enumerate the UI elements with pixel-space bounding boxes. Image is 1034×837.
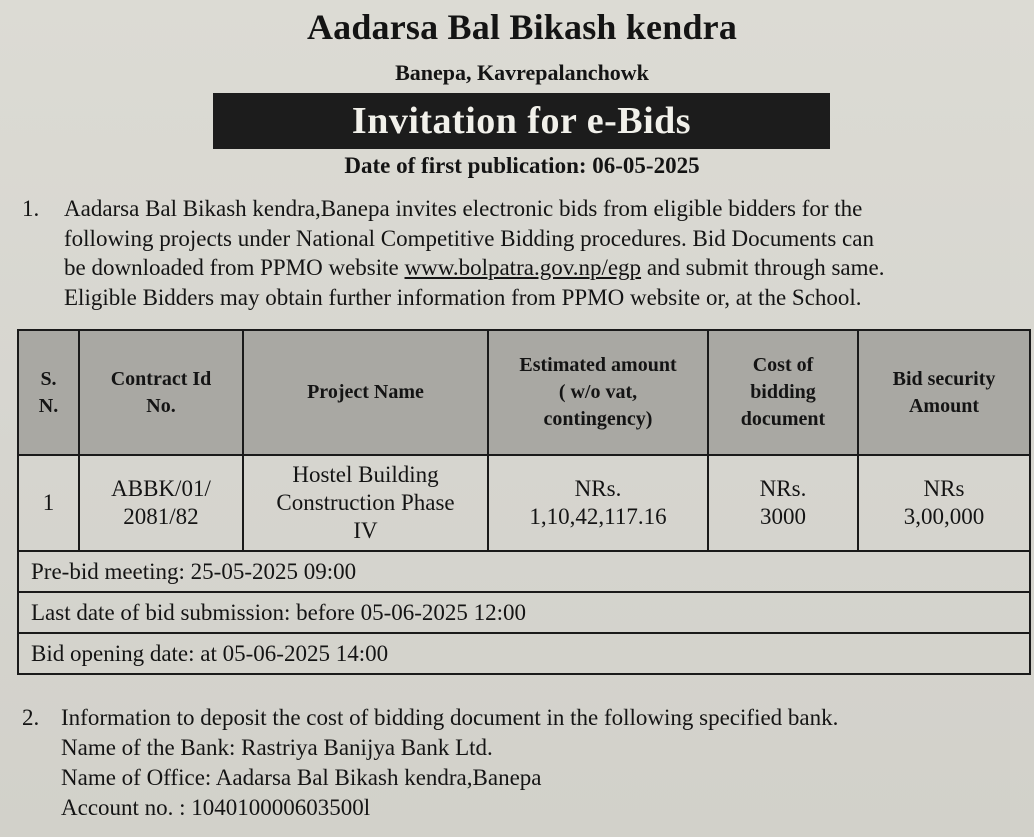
header-sn <box>18 330 79 455</box>
header-line: Project Name <box>307 381 424 403</box>
cell-cost-of-document <box>708 455 858 551</box>
notice-title-banner: Invitation for e-Bids <box>213 93 830 149</box>
header-line: contingency) <box>543 408 653 430</box>
last-submission-date: Last date of bid submission: before 05-06-2025 12:00 <box>18 592 1030 633</box>
table-row <box>18 455 1030 551</box>
header-bid-security <box>858 330 1030 455</box>
header-line: S. <box>40 367 57 390</box>
header-cost-of-document <box>708 330 858 455</box>
table-note-row <box>18 592 1030 633</box>
cell-line: NRs. <box>759 476 807 501</box>
cell-line: 3,00,000 <box>903 504 985 529</box>
section-1 <box>22 194 1034 316</box>
header-project-name <box>243 330 488 455</box>
bids-table <box>17 329 1031 675</box>
section-1-text <box>64 194 884 312</box>
bid-opening-date: Bid opening date: at 05-06-2025 14:00 <box>18 633 1030 674</box>
account-number: Account no. : 104010000603500l <box>61 795 371 820</box>
cell-line: Hostel Building <box>292 462 439 487</box>
section-2-text <box>61 703 838 823</box>
header-line: Estimated amount <box>519 354 677 376</box>
cell-line: ABBK/01/ <box>111 476 211 501</box>
header-line: No. <box>146 394 176 417</box>
organization-name: Aadarsa Bal Bikash kendra <box>306 7 738 47</box>
table-note-row <box>18 633 1030 674</box>
cell-estimated-amount <box>488 455 708 551</box>
publication-date: Date of first publication: 06-05-2025 <box>344 153 700 178</box>
section-1-line: Aadarsa Bal Bikash kendra,Banepa invites electronic bids from eligible bidders for the <box>64 196 863 221</box>
section-1-line-text: and submit through same. <box>646 255 885 280</box>
cell-line: NRs. <box>574 476 622 501</box>
cell-contract-id <box>79 455 243 551</box>
ppmo-link[interactable]: www.bolpatra.gov.np/egp <box>404 255 642 280</box>
section-2-number: 2. <box>22 705 40 730</box>
organization-location: Banepa, Kavrepalanchowk <box>395 60 649 85</box>
header-line: Contract Id <box>110 367 212 390</box>
header-line: Cost of <box>752 354 814 376</box>
cell-line: Construction Phase <box>276 490 455 515</box>
pre-bid-meeting: Pre-bid meeting: 25-05-2025 09:00 <box>18 551 1030 592</box>
header-line: ( w/o vat, <box>558 381 638 403</box>
section-1-line-text: be downloaded from PPMO website <box>64 255 399 280</box>
office-name: Name of Office: Aadarsa Bal Bikash kendra,Banepa <box>61 765 542 790</box>
cell-project-name <box>243 455 488 551</box>
header-line: Bid security <box>892 367 996 390</box>
cell-bid-security <box>858 455 1030 551</box>
header-contract-id <box>79 330 243 455</box>
cell-line: 1,10,42,117.16 <box>529 504 667 529</box>
header-estimated-amount <box>488 330 708 455</box>
section-2-line: Information to deposit the cost of bidding document in the following specified bank. <box>61 705 839 730</box>
cell-line: NRs <box>923 476 965 501</box>
section-1-number: 1. <box>22 196 40 221</box>
header-line: document <box>740 408 826 430</box>
header-line: Amount <box>908 394 979 417</box>
cell-line: 2081/82 <box>123 504 199 529</box>
section-1-line: following projects under National Competitive Bidding procedures. Bid Documents can <box>64 225 874 251</box>
table-header-row <box>18 330 1030 455</box>
cell-line: 3000 <box>760 504 806 529</box>
table-note-row <box>18 551 1030 592</box>
section-1-line <box>64 253 884 283</box>
section-1-line: Eligible Bidders may obtain further information from PPMO website or, at the School. <box>64 284 862 310</box>
cell-sn: 1 <box>18 455 79 551</box>
bank-name: Name of the Bank: Rastriya Banijya Bank Ltd. <box>61 735 493 760</box>
header-line: bidding <box>750 381 816 403</box>
header-line: N. <box>38 394 59 417</box>
cell-line: IV <box>353 518 378 543</box>
